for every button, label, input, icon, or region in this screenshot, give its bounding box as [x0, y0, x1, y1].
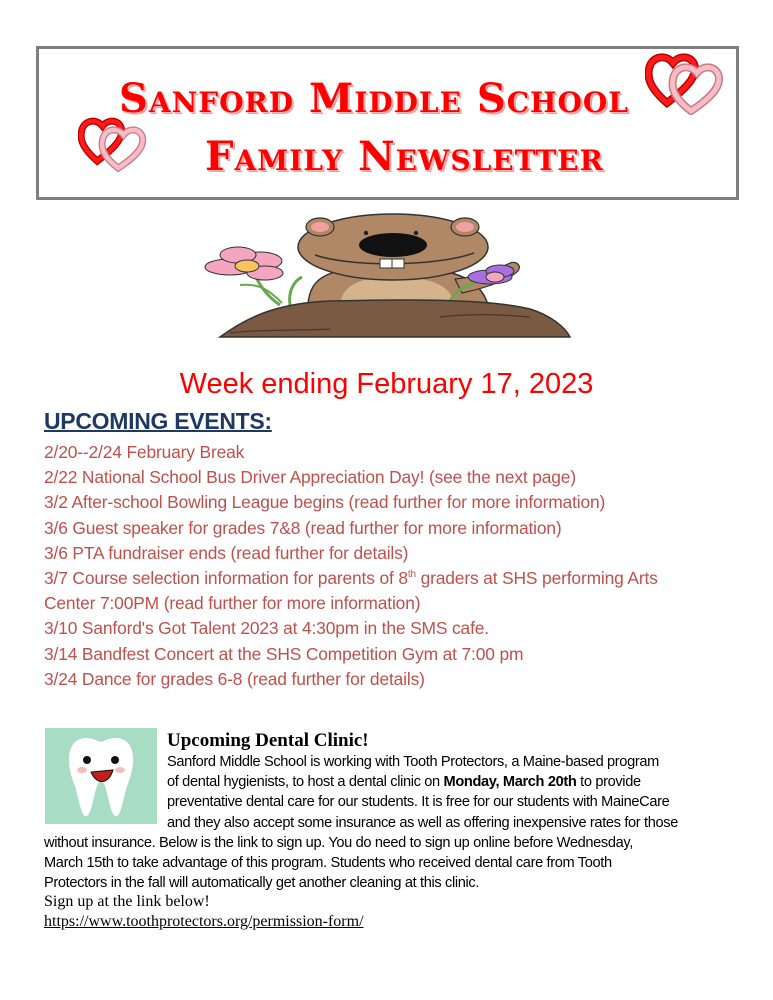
event-item: 3/7 Course selection information for parents of 8th graders at SHS performing Arts — [44, 568, 658, 589]
event-item: 2/22 National School Bus Driver Appreciation Day! (see the next page) — [44, 467, 576, 488]
groundhog-illustration — [190, 205, 575, 345]
newsletter-title: Family Newsletter — [205, 133, 604, 180]
permission-form-link[interactable]: https://www.toothprotectors.org/permission-form/ — [44, 913, 364, 930]
dental-clinic-heading: Upcoming Dental Clinic! — [167, 730, 369, 751]
event-item: 3/10 Sanford's Got Talent 2023 at 4:30pm in the SMS cafe. — [44, 618, 489, 639]
hearts-icon — [645, 45, 725, 115]
event-item: 3/14 Bandfest Concert at the SHS Competition Gym at 7:00 pm — [44, 643, 524, 664]
event-item: 3/24 Dance for grades 6-8 (read further for details) — [44, 668, 425, 689]
upcoming-events-list — [44, 440, 764, 692]
event-item: 3/6 Guest speaker for grades 7&8 (read further for more information) — [44, 517, 562, 538]
signup-prompt: Sign up at the link below! — [44, 893, 210, 910]
week-ending-title: Week ending February 17, 2023 — [179, 368, 594, 400]
event-item: 3/2 After-school Bowling League begins (read further for more information) — [44, 492, 606, 513]
event-item: 3/6 PTA fundraiser ends (read further for details) — [44, 542, 409, 563]
school-name-title: Sanford Middle School — [119, 75, 629, 122]
hearts-icon — [78, 110, 148, 172]
event-item: 2/20--2/24 February Break — [44, 442, 245, 462]
upcoming-events-heading: UPCOMING EVENTS: — [44, 408, 272, 434]
event-item: Center 7:00PM (read further for more information) — [44, 593, 421, 614]
dental-clinic-body: Sanford Middle School is working with Tooth Protectors, a Maine-based program of dental hygienists, to host a dental clinic on Monday, March 20th to provide preventative dental care for our students. It is free for our students with MaineCare and they also accept some insurance as well as offering inexpensive rates for those without insurance. Below is the link to sign up. You do need to sign up online before Wednesday, March 15th to take advantage of this program. Students who received dental care from Tooth Protectors in the fall will automatically get another cleaning at this clinic. — [44, 754, 678, 892]
